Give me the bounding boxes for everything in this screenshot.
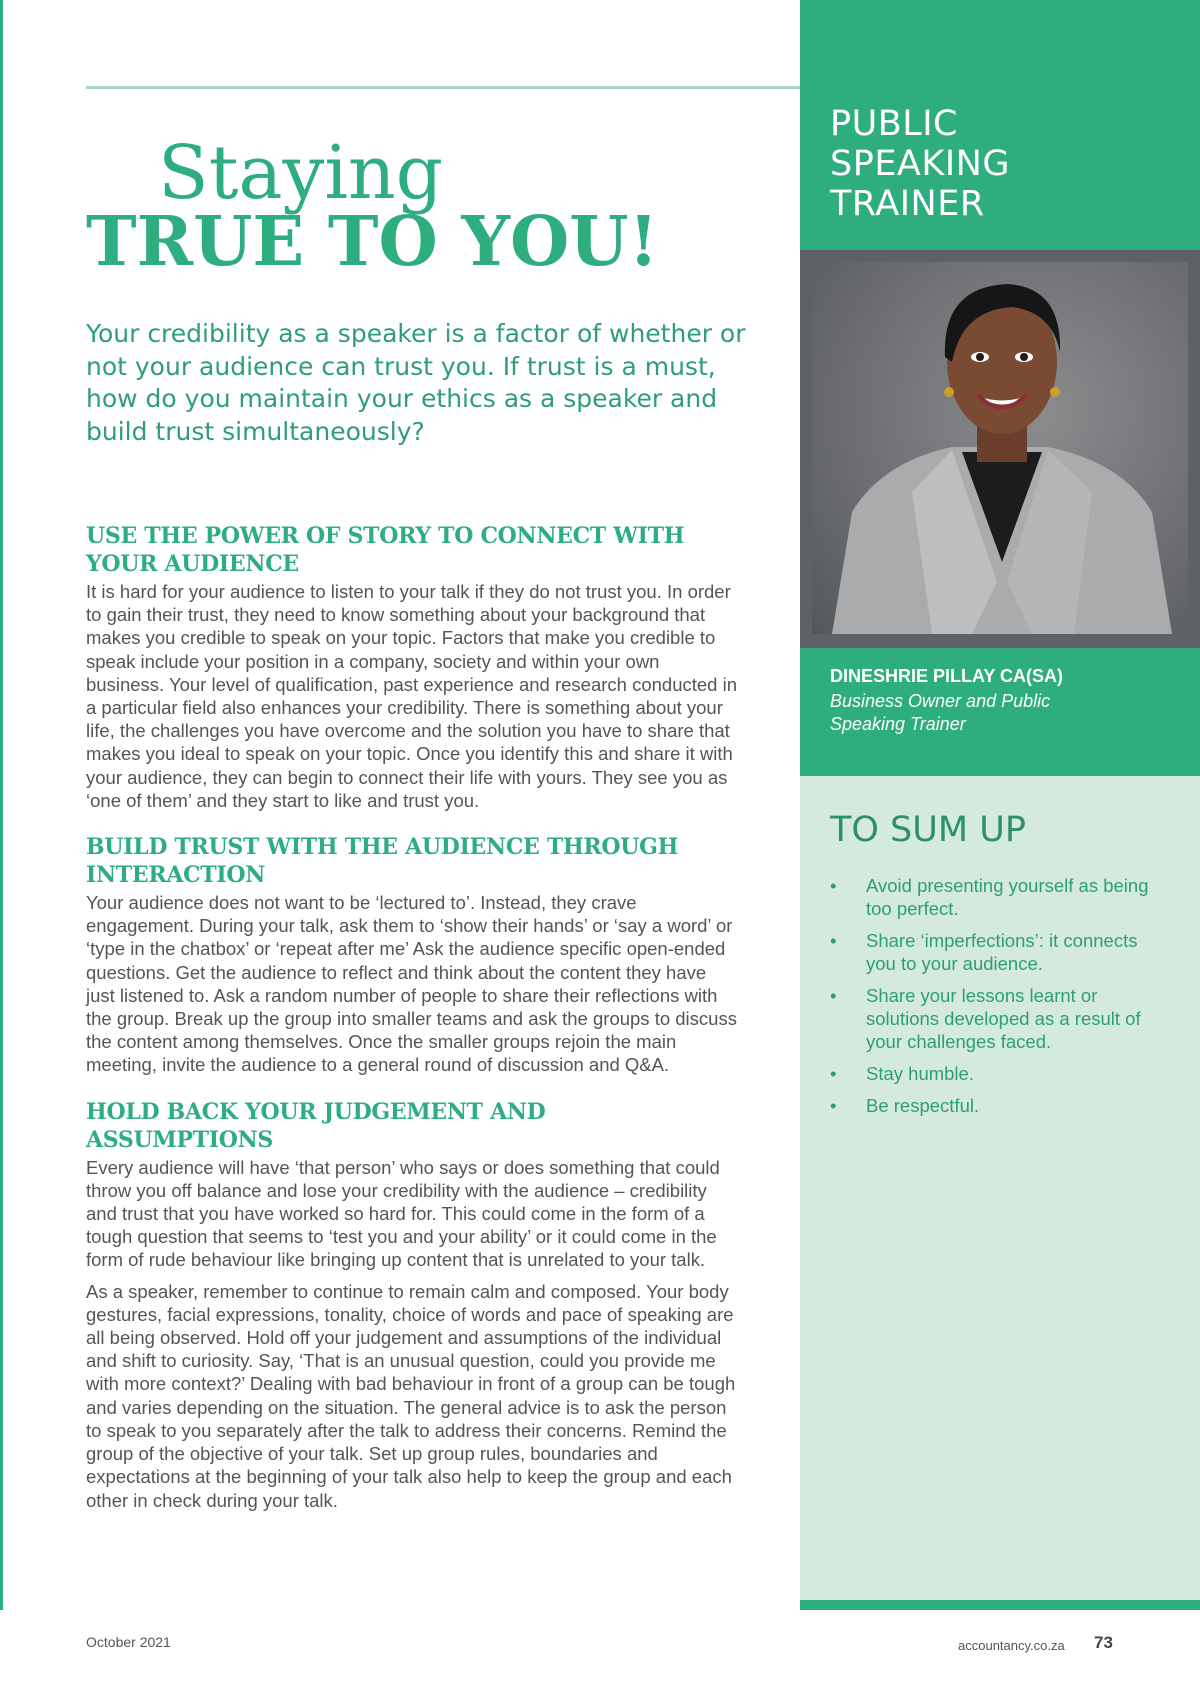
intro-paragraph: Your credibility as a speaker is a factor of whether or not your audience can trust you. If trust is a must, how do you maintain your ethics as a speaker and build trust simultaneously?	[86, 319, 746, 446]
author-role	[830, 690, 1130, 736]
category-line: PUBLIC	[830, 104, 958, 144]
author-role-line: Business Owner and Public	[830, 691, 1051, 711]
section-paragraph: Every audience will have ‘that person’ who says or does something that could throw you off balance and lose your credibility with the audience – credibility and trust that you have worked so hard for. This could come in the form of a tough question that seems to ‘test you and your ability’ or it could come in the form of rude behaviour like bringing up content that is unrelated to your talk.	[86, 1156, 720, 1271]
sidebar-bottom-bar	[800, 1600, 1200, 1610]
bullet-icon: •	[830, 1063, 837, 1084]
sum-up-item	[830, 929, 1170, 975]
sum-up-item	[830, 1062, 1170, 1085]
page-number: 73	[1094, 1633, 1113, 1652]
author-role-line: Speaking Trainer	[830, 714, 966, 734]
sum-up-item	[830, 984, 1170, 1053]
author-portrait-illustration	[812, 262, 1188, 634]
bullet-icon: •	[830, 985, 837, 1006]
author-photo-frame	[800, 250, 1200, 648]
section-paragraph: As a speaker, remember to continue to remain calm and composed. Your body gestures, facial expressions, tonality, choice of words and pace of speaking are all being observed. Hold off your judgement and assumptions of the individual and shift to curiosity. Say, ‘That is an unusual question, could you provide me with more context?’ Dealing with bad behaviour in front of a group can be tough and varies depending on the situation. The general advice is to ask the person to speak to you separately after the talk to address their concerns. Remind the group of the objective of your talk. Set up group rules, boundaries and expectations at the beginning of your talk also help to keep the group and each other in check during your talk.	[86, 1280, 736, 1511]
sidebar-category-panel	[800, 0, 1200, 250]
section-paragraph: It is hard for your audience to listen to your talk if they do not trust you. In order to gain their trust, they need to know something about your background that makes you credible to speak on your topic. Factors that make you credible to speak include your position in a company, society and within your own business. Your level of qualification, past experience and research conducted in a particular field also enhances your credibility. There is something about your life, the challenges you have overcome and the solution you have to share that makes you ideal to speak on your topic. Once you identify this and share it with your audience, they can begin to connect their life with yours. They see you as ‘one of them’ and they start to like and trust you.	[86, 581, 738, 811]
section-paragraph: Your audience does not want to be ‘lectured to’. Instead, they crave engagement. During your talk, ask them to ‘show their hands’ or ‘say a word’ or ‘type in the chatbox’ or ‘repeat after me’ Ask the audience specific open-ended questions. Get the audience to reflect and think about the content they have just listened to. Ask a random number of people to share their reflections with the group. Break up the group into smaller teams and ask the groups to discuss the content among themselves. Once the smaller groups rejoin the main meeting, invite the audience to a general round of discussion and Q&A.	[86, 892, 737, 1076]
sum-up-list	[830, 874, 1170, 1126]
sum-up-item-text: Be respectful.	[866, 1095, 980, 1116]
category-line: TRAINER	[830, 184, 985, 224]
sum-up-item-text: Share your lessons learnt or solutions developed as a result of your challenges faced.	[866, 985, 1141, 1052]
author-photo	[812, 262, 1188, 634]
section-heading: BUILD TRUST WITH THE AUDIENCE THROUGH INTERACTION	[86, 834, 679, 889]
sum-up-item-text: Stay humble.	[866, 1063, 974, 1084]
section-heading: HOLD BACK YOUR JUDGEMENT AND ASSUMPTIONS	[86, 1098, 546, 1153]
bullet-icon: •	[830, 1095, 837, 1116]
page-edge-bar	[0, 0, 3, 1610]
title-staying: Staying	[158, 130, 444, 216]
category-line: SPEAKING	[830, 144, 1010, 184]
category-title	[830, 104, 1010, 224]
section-heading: USE THE POWER OF STORY TO CONNECT WITH YOUR AUDIENCE	[86, 523, 685, 577]
sum-up-panel	[800, 776, 1200, 1600]
sum-up-item-text: Avoid presenting yourself as being too perfect.	[866, 875, 1149, 919]
author-name: DINESHRIE PILLAY CA(SA)	[830, 666, 1064, 686]
sum-up-item	[830, 1094, 1170, 1117]
footer-date: October 2021	[86, 1634, 171, 1650]
sum-up-item	[830, 874, 1170, 920]
author-bio-panel	[800, 648, 1200, 776]
header-rule	[86, 86, 800, 89]
sum-up-title: TO SUM UP	[830, 810, 1026, 850]
sum-up-item-text: Share ‘imperfections’: it connects you to your audience.	[866, 930, 1138, 974]
bullet-icon: •	[830, 930, 837, 951]
article-body	[86, 522, 738, 1533]
title-true-to-you: TRUE TO YOU!	[86, 202, 659, 282]
bullet-icon: •	[830, 875, 837, 896]
footer-website: accountancy.co.za	[958, 1638, 1065, 1653]
